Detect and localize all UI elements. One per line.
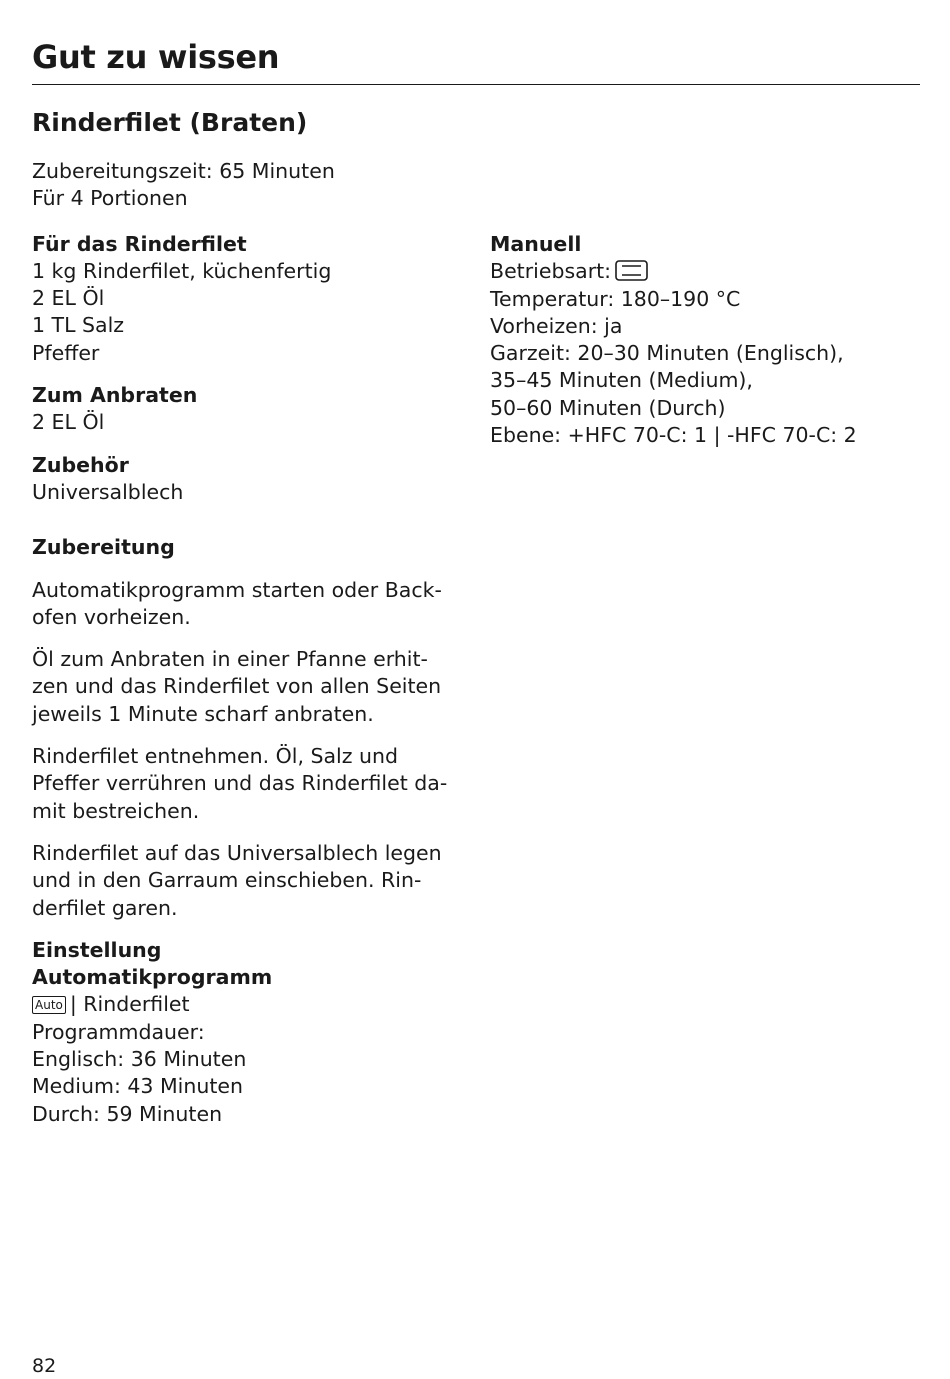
cook-time-line: Garzeit: 20–30 Minuten (Englisch), [490,341,844,366]
ingredient-item: 2 EL Öl [32,410,105,435]
page-number: 82 [32,1355,57,1377]
auto-icon: Auto [32,996,66,1014]
oven-mode-icon [615,260,648,281]
preparation-line: mit bestreichen. [32,798,200,823]
section-title: Gut zu wissen [32,38,280,76]
recipe-title: Rinderfilet (Braten) [32,108,308,137]
accessory-item: Universalblech [32,479,184,504]
preparation-line: zen und das Rinderfilet von allen Seiten [32,674,442,699]
duration-label: Programmdauer: [32,1019,205,1044]
auto-program-heading-line2: Automatikprogramm [32,965,273,990]
preparation-line: und in den Garraum einschieben. Rin- [32,868,422,893]
mode-label: Betriebsart: [490,259,612,284]
searing-heading: Zum Anbraten [32,383,198,408]
ingredient-item: 2 EL Öl [32,286,105,311]
preparation-line: Rinderfilet auf das Universalblech legen [32,840,442,865]
preparation-line: ofen vorheizen. [32,604,191,629]
ingredient-item: Pfeffer [32,340,100,365]
portions: Für 4 Portionen [32,186,188,211]
preparation-line: Rinderfilet entnehmen. Öl, Salz und [32,744,399,769]
manual-heading: Manuell [490,232,582,256]
fillet-ingredients-heading: Für das Rinderfilet [32,231,247,256]
preheat: Vorheizen: ja [490,313,623,338]
accessory-heading: Zubehör [32,452,129,477]
preparation-line: Automatikprogramm starten oder Back- [32,577,442,602]
program-name: | Rinderfilet [69,992,190,1017]
preparation-line: derfilet garen. [32,895,178,920]
cook-time-line: 50–60 Minuten (Durch) [490,395,726,420]
level: Ebene: +HFC 70-C: 1 | -HFC 70-C: 2 [490,423,857,448]
prep-time: Zubereitungszeit: 65 Minuten [32,159,335,183]
duration-item: Durch: 59 Minuten [32,1101,223,1126]
duration-item: Englisch: 36 Minuten [32,1047,247,1072]
mode-line [490,258,920,285]
cook-time-line: 35–45 Minuten (Medium), [490,368,753,393]
auto-program-line [32,991,472,1018]
preparation-line: Öl zum Anbraten in einer Pfanne erhit- [32,647,428,672]
temperature: Temperatur: 180–190 °C [490,286,741,311]
title-divider [32,84,920,85]
ingredient-item: 1 TL Salz [32,313,125,338]
right-column [490,231,920,449]
preparation-heading: Zubereitung [32,535,175,560]
preparation-line: Pfeffer verrühren und das Rinderfilet da- [32,771,448,796]
auto-program-heading-line1: Einstellung [32,937,162,962]
duration-item: Medium: 43 Minuten [32,1074,244,1099]
ingredient-item: 1 kg Rinderfilet, küchenfertig [32,258,332,283]
preparation-line: jeweils 1 Minute scharf anbraten. [32,701,374,726]
left-column [32,158,472,1128]
